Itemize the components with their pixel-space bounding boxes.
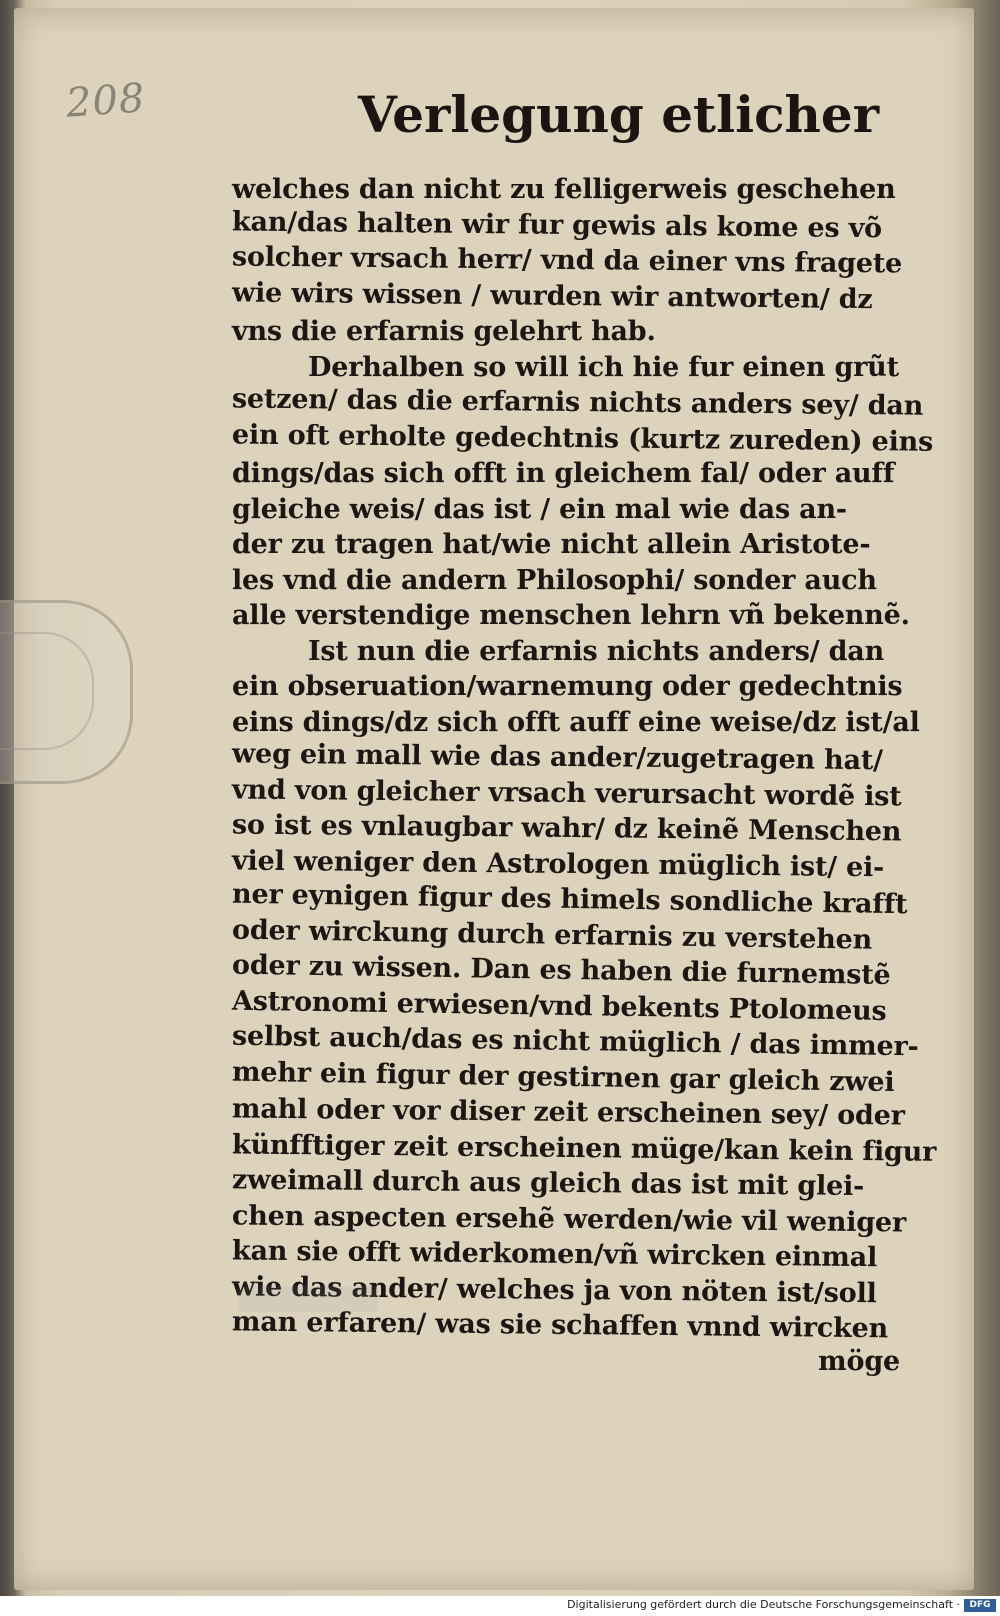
text-line: künfftiger zeit erscheinen müge/kan kein figur bbox=[231, 1128, 937, 1168]
text-line: solcher vrsach herr/ vnd da einer vns fragete bbox=[231, 241, 903, 280]
dfg-logo: DFG bbox=[964, 1599, 996, 1612]
body-text bbox=[231, 172, 937, 1379]
funding-credit: Digitalisierung gefördert durch die Deutsche Forschungsgemeinschaft · bbox=[567, 1598, 960, 1611]
text-line: kan/das halten wir fur gewis als kome es võ bbox=[231, 205, 883, 244]
text-line: welches dan nicht zu felligerweis geschehen bbox=[232, 174, 896, 205]
text-line: Astronomi erwiesen/vnd bekents Ptolomeus bbox=[231, 985, 887, 1027]
paper-clip-imprint-inner bbox=[0, 632, 94, 750]
text-line: so ist es vnlaugbar wahr/ dz keinẽ Menschen bbox=[231, 809, 902, 848]
text-line: Derhalben so will ich hie fur einen grũt bbox=[308, 351, 899, 383]
text-line: wie das ander/ welches ja von nöten ist/soll bbox=[231, 1270, 877, 1309]
text-line: man erfaren/ was sie schaffen vnnd wircken bbox=[231, 1306, 889, 1345]
footer-bar bbox=[0, 1596, 1000, 1616]
text-line: gleiche weis/ das ist / ein mal wie das an- bbox=[232, 493, 847, 525]
text-line: zweimall durch aus gleich das ist mit glei- bbox=[231, 1164, 865, 1203]
text-line: selbst auch/das es nicht müglich / das immer- bbox=[231, 1020, 919, 1063]
text-line: setzen/ das die erfarnis nichts anders sey/ dan bbox=[231, 383, 924, 422]
text-line: dings/das sich offt in gleichem fal/ oder auff bbox=[232, 458, 895, 489]
text-line: mehr ein figur der gestirnen gar gleich zwei bbox=[231, 1056, 895, 1098]
text-line: alle verstendige menschen lehrn vñ bekennẽ. bbox=[232, 600, 910, 631]
text-line: mahl oder vor diser zeit erscheinen sey/ oder bbox=[231, 1093, 905, 1132]
text-line: vns die erfarnis gelehrt hab. bbox=[232, 316, 656, 347]
text-line: wie wirs wissen / wurden wir antworten/ dz bbox=[231, 276, 873, 315]
text-line: Ist nun die erfarnis nichts anders/ dan bbox=[308, 635, 885, 667]
text-line: ner eynigen figur des himels sondliche krafft bbox=[231, 878, 908, 921]
page-number: 208 bbox=[64, 75, 147, 127]
running-head: Verlegung etlicher bbox=[358, 85, 880, 144]
text-line: oder zu wissen. Dan es haben die furnemstẽ bbox=[231, 949, 891, 991]
catchword: möge bbox=[818, 1345, 900, 1377]
text-line: vnd von gleicher vrsach verursacht wordẽ ist bbox=[231, 773, 902, 812]
text-line: chen aspecten ersehẽ werden/wie vil weniger bbox=[231, 1199, 907, 1238]
text-line: oder wirckung durch erfarnis zu verstehen bbox=[231, 914, 873, 956]
text-line: der zu tragen hat/wie nicht allein Aristote- bbox=[232, 529, 871, 560]
text-line: kan sie offt widerkomen/vñ wircken einmal bbox=[231, 1235, 878, 1274]
text-line: weg ein mall wie das ander/zugetragen hat/ bbox=[231, 738, 883, 777]
faded-library-stamp bbox=[238, 1286, 378, 1312]
text-line: viel weniger den Astrologen müglich ist/ ei- bbox=[231, 844, 885, 883]
text-line: ein oft erholte gedechtnis (kurtz zureden) eins bbox=[231, 418, 934, 458]
text-line: eins dings/dz sich offt auff eine weise/dz ist/al bbox=[232, 706, 920, 738]
text-line: les vnd die andern Philosophi/ sonder auch bbox=[232, 564, 877, 596]
text-line: ein obseruation/warnemung oder gedechtnis bbox=[232, 671, 903, 702]
